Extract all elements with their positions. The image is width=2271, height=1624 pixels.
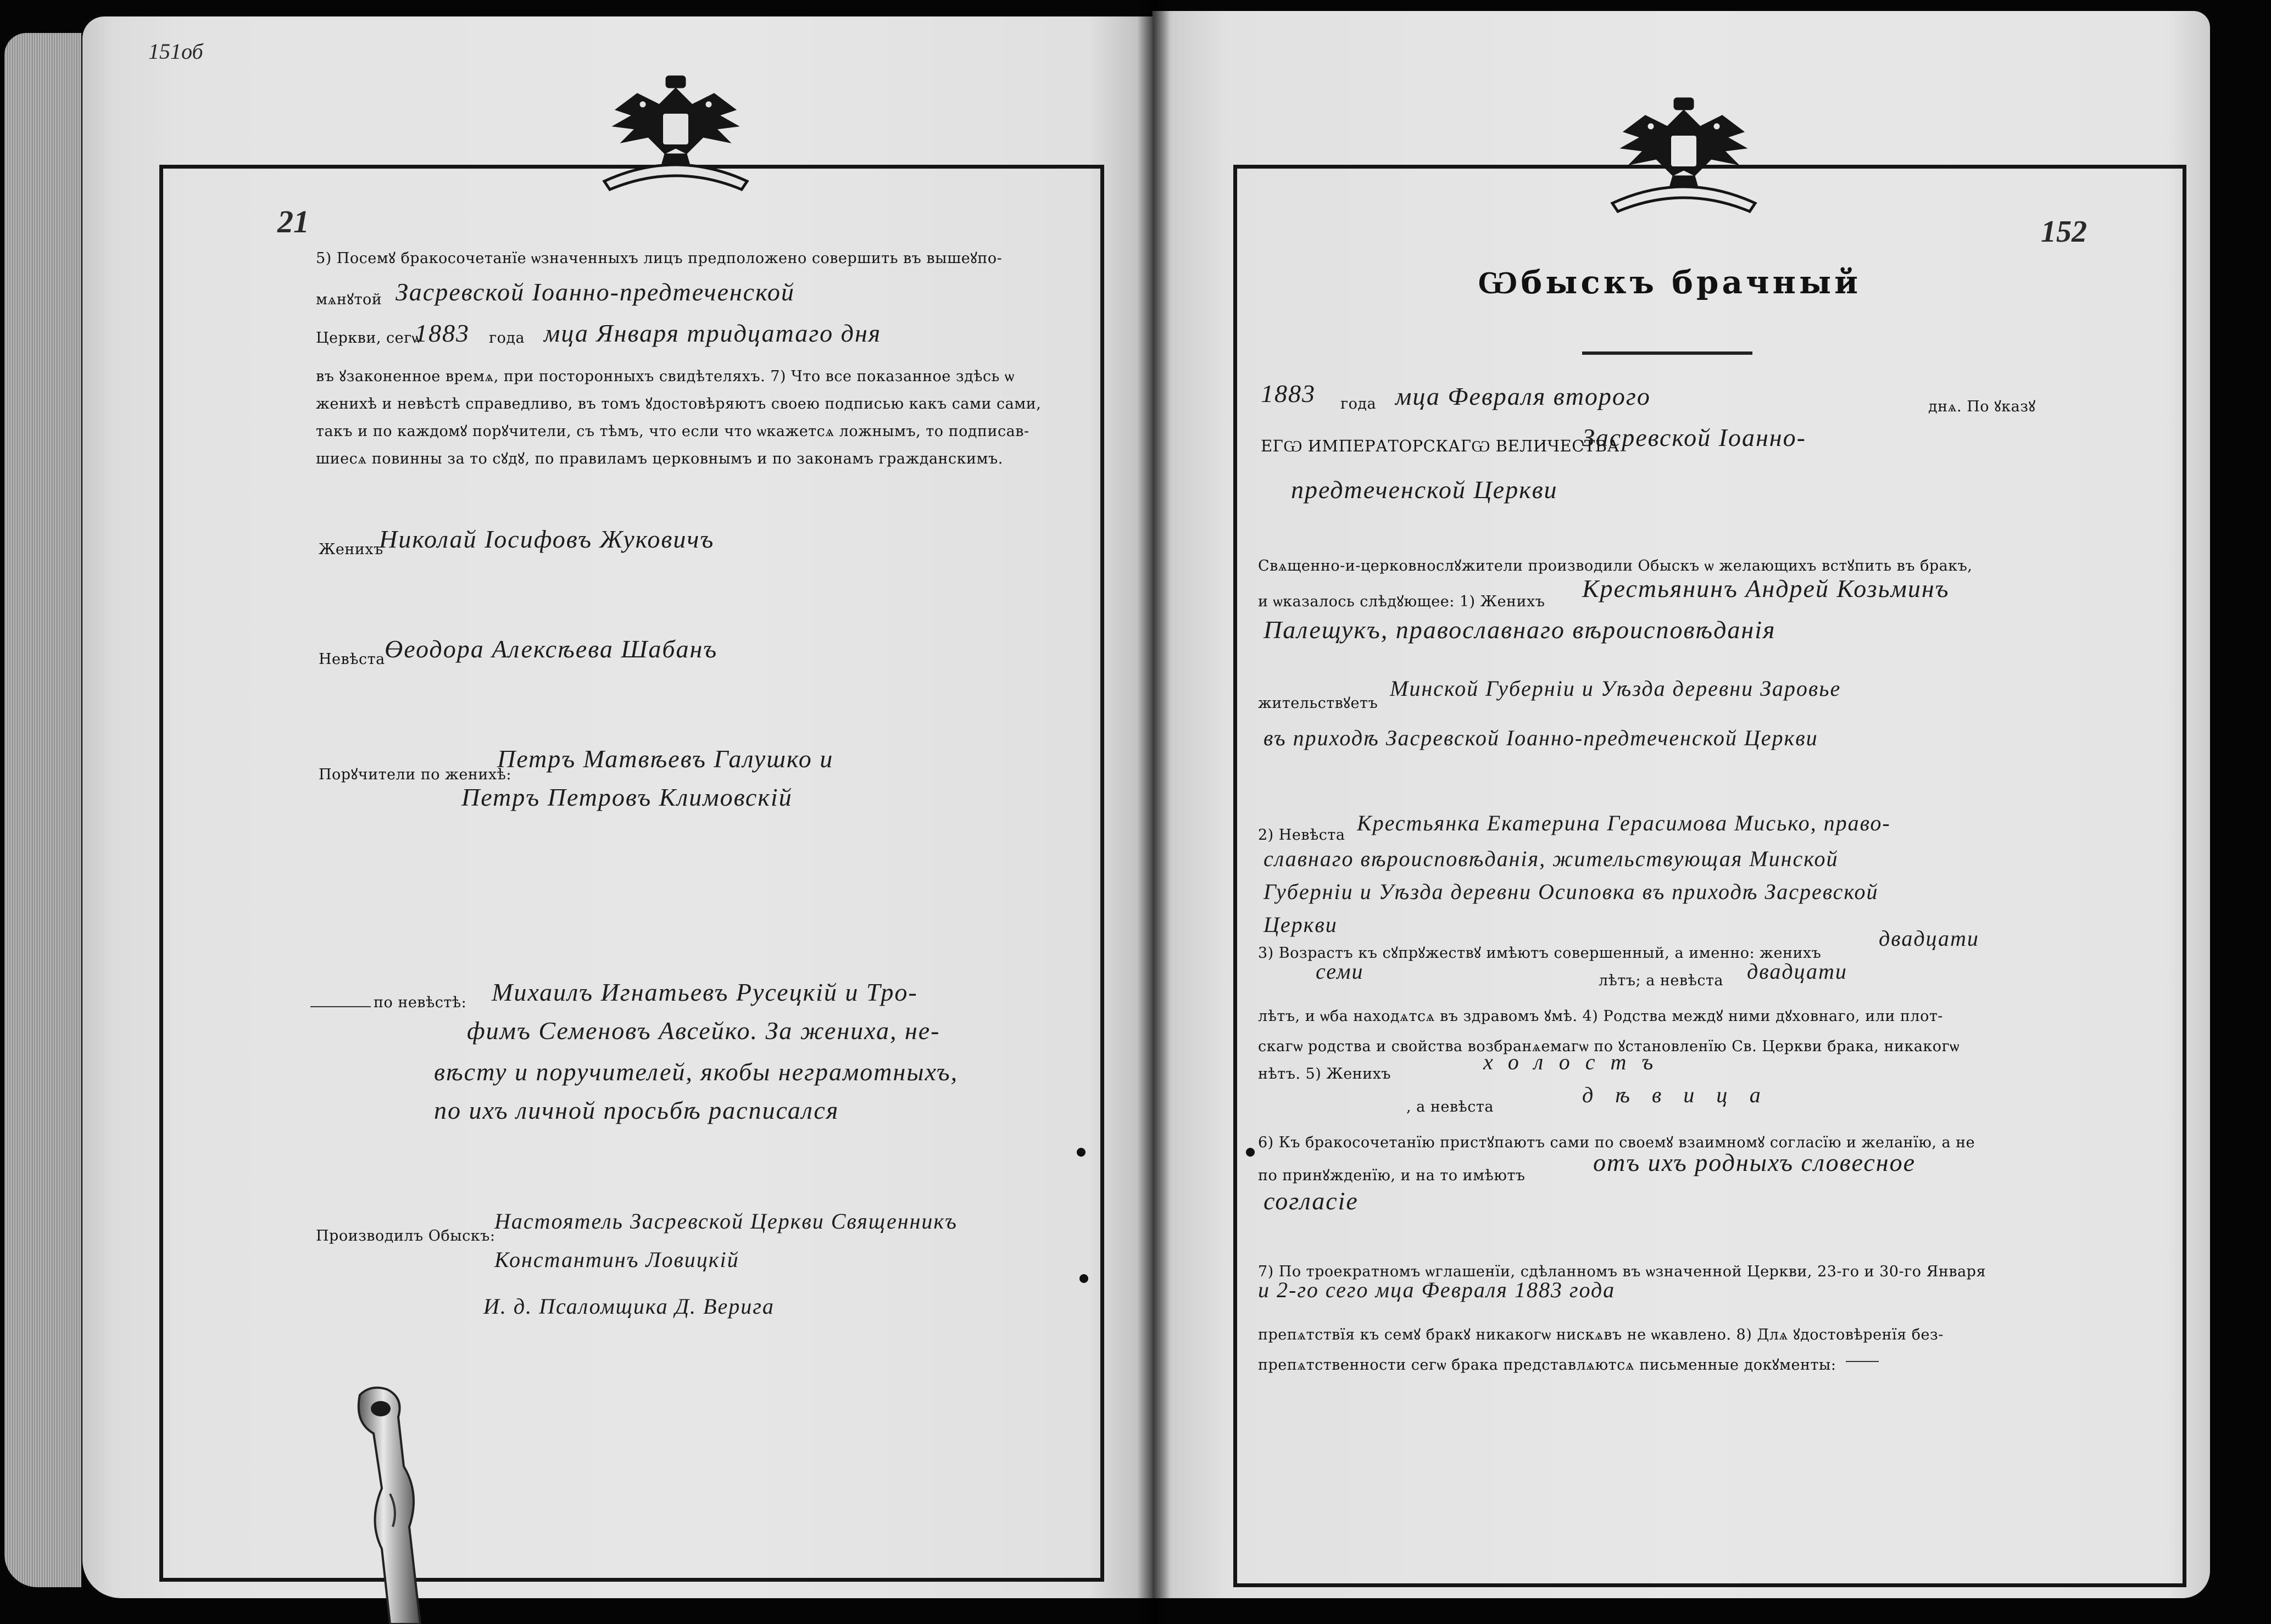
age-line-5: нѣтъ. 5) Женихъ <box>1258 1065 1391 1082</box>
groom-guarantors-line-2: Петръ Петровъ Климовскій <box>461 783 793 811</box>
bride-details-line-1: Крестьянка Екатерина Герасимова Мисько, право- <box>1357 811 1891 835</box>
binding-clip-icon <box>338 1384 442 1624</box>
bride-guarantors-line-2: фимъ Семеновъ Авсейко. За жениха, не- <box>467 1017 940 1045</box>
clause-5-date-handwritten: мца Января тридцатаго дня <box>544 319 882 347</box>
intro-church-handwritten: Засревской Іоанно- <box>1582 423 1806 451</box>
intro-year-handwritten: 1883 <box>1261 380 1316 408</box>
margin-record-number: 21 <box>277 204 309 239</box>
psalmist-signature: И. д. Псаломщика Д. Верига <box>483 1294 775 1319</box>
conducted-by-line-1: Настоятель Засревской Церкви Священникъ <box>494 1209 958 1234</box>
bride-guarantors-line-3: вѣсту и поручителей, якобы неграмотныхъ, <box>434 1058 959 1086</box>
bride-label: Невѣста <box>319 651 385 668</box>
bride-guarantors-line-4: по ихъ личной просьбѣ расписался <box>434 1096 839 1124</box>
bride-details-line-3: Губерніи и Уѣзда деревни Осиповка въ приходѣ Засревской <box>1263 879 1879 904</box>
clergy-line: Свѧщенно-и-церковнослꙋжители производили Обыскъ ѡ желающихъ встꙋпить въ бракъ, <box>1258 557 1973 574</box>
consent-handwritten-2: согласіе <box>1263 1187 1359 1215</box>
groom-details-line-2: Палещукъ, православнаго вѣроисповѣданія <box>1263 616 1776 644</box>
banns-line-1: 7) По троекратномъ ѡглашенїи, сдѣланномъ въ ѡзначенной Церкви, 23-го и 30-го Января <box>1258 1263 1986 1280</box>
groom-name: Николай Іосифовъ Жуковичъ <box>379 525 715 553</box>
intro-church-handwritten-2: предтеченской Церкви <box>1291 476 1558 504</box>
bride-guarantors-line-1: Михаилъ Игнатьевъ Русецкій и Тро- <box>492 978 918 1006</box>
double-headed-eagle-icon <box>582 71 769 209</box>
banns-dash <box>1846 1361 1879 1362</box>
clause-5-church-handwritten: Засревской Іоанно-предтеченской <box>396 278 795 306</box>
banns-handwritten: и 2-го сего мца Февраля 1883 года <box>1258 1277 1616 1302</box>
clause-5-line-3-print: Церкви, сегѡ <box>316 330 422 347</box>
clause-5-line-2-print: мѧнꙋтой <box>316 291 382 308</box>
page-number-left: 151об <box>148 39 203 64</box>
age-bride-label: лѣтъ; а невѣста <box>1599 972 1724 989</box>
bride-status-label: , а невѣста <box>1406 1098 1494 1115</box>
residence-line-2: въ приходѣ Засревской Іоанно-предтеченской Церкви <box>1263 726 1818 750</box>
clause-5-year-label: года <box>489 330 525 347</box>
clause-5-line-6: такъ и по каждомꙋ порꙋчители, съ тѣмъ, что если что ѡкажетсѧ ложнымъ, то подписав- <box>316 423 1029 440</box>
groom-guarantors-line-1: Петръ Матвѣевъ Галушко и <box>497 745 834 773</box>
bride-status-handwritten: дѣвица <box>1582 1082 1783 1107</box>
age-line-4: скагѡ родства и свойства возбранѧемагѡ по ꙋстановленїю Св. Церкви брака, никакогѡ <box>1258 1038 1960 1055</box>
consent-handwritten-1: отъ ихъ родныхъ словесное <box>1593 1148 1916 1176</box>
book-gutter <box>1137 0 1170 1624</box>
bride-details-label: 2) Невѣста <box>1258 827 1345 844</box>
groom-guarantors-label: Порꙋчители по женихѣ: <box>319 766 511 783</box>
bride-details-line-2: славнаго вѣроисповѣданія, жительствующая Минской <box>1263 846 1839 871</box>
groom-details-line-1: Крестьянинъ Андрей Козьминъ <box>1582 574 1950 602</box>
clause-5-line-5: женихѣ и невѣстѣ справедливо, въ томъ ꙋдостовѣряютъ своею подписью какъ сами сами, <box>316 395 1042 412</box>
double-headed-eagle-icon <box>1590 93 1777 231</box>
age-groom-handwritten-2: семи <box>1316 959 1364 984</box>
page-title: Ѡбыскъ брачный <box>1478 264 1862 301</box>
residence-line-1: Минской Губерніи и Уѣзда деревни Заровье <box>1390 676 1841 701</box>
age-bride-handwritten: двадцати <box>1747 959 1847 984</box>
bride-guarantors-dash <box>310 1006 371 1007</box>
page-number-right: 152 <box>2041 215 2087 249</box>
page-stack-edge <box>4 33 81 1587</box>
consent-line-2-print: по принꙋжденїю, и на то имѣютъ <box>1258 1167 1526 1184</box>
age-line-1: 3) Возрастъ къ сꙋпрꙋжествꙋ имѣютъ совершенный, а именно: женихъ <box>1258 945 1822 962</box>
binding-hole <box>1079 1274 1088 1283</box>
binding-hole <box>1246 1148 1255 1157</box>
intro-majesty-label: ЕГѠ ИМПЕРАТОРСКАГѠ ВЕЛИЧЕСТВА <box>1261 437 1620 455</box>
banns-line-3: препѧтствїя къ семꙋ бракꙋ никакогѡ нискѧвъ не ѡкавлено. 8) Длѧ ꙋдостовѣренїя без- <box>1258 1326 1944 1343</box>
bride-name: Өеодора Алексѣева Шабанъ <box>385 635 718 663</box>
bride-details-line-4: Церкви <box>1263 912 1338 937</box>
banns-line-4: препѧтственности сегѡ брака представлѧютсѧ письменные докꙋменты: <box>1258 1357 1836 1374</box>
bride-guarantors-label: по невѣстѣ: <box>374 994 467 1011</box>
binding-hole <box>1077 1148 1086 1157</box>
conducted-by-line-2: Константинъ Ловицкій <box>494 1247 739 1272</box>
intro-year-label: года <box>1340 395 1377 412</box>
residence-label: жительствꙋетъ <box>1258 695 1378 712</box>
clause-5-line-7: шиесѧ повинны за то сꙋдꙋ, по правиламъ церковнымъ и по законамъ гражданскимъ. <box>316 450 1003 467</box>
groom-details-label: и ѡказалось слѣдꙋющее: 1) Женихъ <box>1258 593 1545 610</box>
consent-line-1: 6) Къ бракосочетанїю пристꙋпаютъ сами по своемꙋ взаимномꙋ согласїю и желанїю, а не <box>1258 1134 1975 1151</box>
groom-status-handwritten: холостъ <box>1483 1050 1669 1074</box>
groom-label: Женихъ <box>319 541 383 558</box>
age-line-3: лѣтъ, и ѡба находѧтсѧ въ здравомъ ꙋмѣ. 4) Родства междꙋ ними дꙋховнаго, или плот- <box>1258 1008 1943 1025</box>
intro-month-handwritten: мца Февраля второго <box>1395 382 1651 410</box>
title-underline <box>1582 351 1752 355</box>
intro-decree-label: днѧ. По ꙋказꙋ <box>1928 398 2036 415</box>
age-groom-handwritten-1: двадцати <box>1879 926 1979 951</box>
clause-5-year-handwritten: 1883 <box>415 319 470 347</box>
conducted-by-label: Производилъ Обыскъ: <box>316 1227 496 1244</box>
clause-5-line-1: 5) Посемꙋ бракосочетанїе ѡзначенныхъ лицъ предположено совершить въ вышеꙋпо- <box>316 250 1003 267</box>
clause-5-line-4: въ ꙋзаконенное времѧ, при посторонныхъ свидѣтеляхъ. 7) Что все показанное здѣсь ѡ <box>316 368 1015 385</box>
